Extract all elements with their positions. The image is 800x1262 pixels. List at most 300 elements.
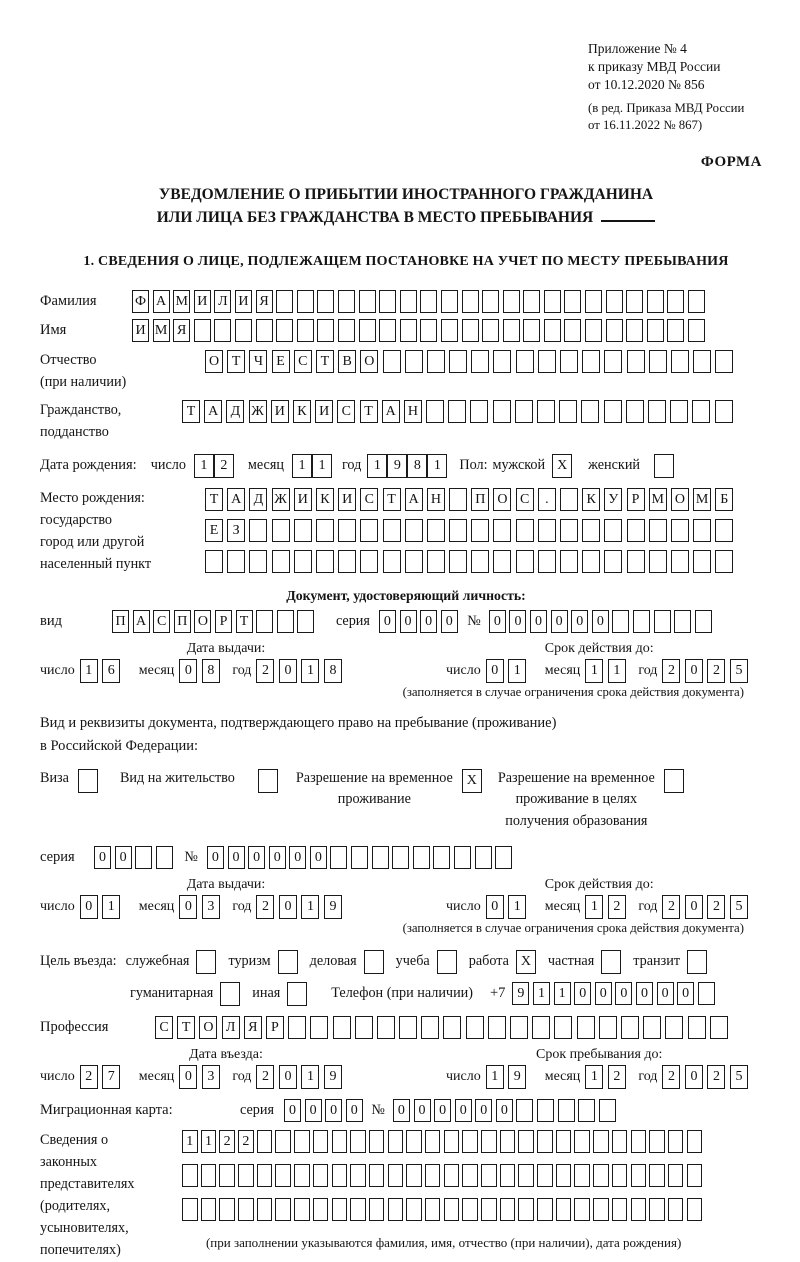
char-box <box>449 519 467 542</box>
char-box <box>585 319 602 342</box>
citizenship-label <box>40 400 182 444</box>
char-box: 0 <box>80 895 98 919</box>
char-box <box>462 290 479 313</box>
char-box: О <box>205 350 223 373</box>
char-box: Б <box>715 488 733 511</box>
char-box <box>693 350 711 373</box>
legal-reps-label-line: попечителях) <box>40 1241 121 1258</box>
birth-place-rows <box>205 488 738 581</box>
char-box <box>612 1130 628 1153</box>
char-box: 0 <box>289 846 306 869</box>
char-box: 5 <box>730 659 748 683</box>
char-box: 0 <box>657 982 674 1005</box>
char-box: 0 <box>346 1099 363 1122</box>
char-box <box>330 846 347 869</box>
citizenship-cells <box>182 400 737 423</box>
char-box <box>466 1016 484 1039</box>
char-box <box>444 1164 460 1187</box>
char-box <box>560 488 578 511</box>
char-box <box>664 769 684 793</box>
char-box <box>516 350 534 373</box>
char-box <box>560 550 578 573</box>
char-box <box>627 550 645 573</box>
char-box <box>256 610 273 633</box>
migration-card-row <box>40 1099 772 1122</box>
migration-card-label: Миграционная карта: <box>40 1101 173 1118</box>
char-box <box>388 1130 404 1153</box>
legal-reps-label-line: (родителях, <box>40 1197 111 1214</box>
char-box: 0 <box>284 1099 301 1122</box>
title-line-2-wrap <box>40 206 772 229</box>
residence-doc-intro <box>40 712 772 758</box>
month-label: месяц <box>138 898 175 914</box>
entry-month-cells <box>179 1065 224 1089</box>
char-box <box>537 400 555 423</box>
char-box <box>272 550 290 573</box>
char-box <box>481 1164 497 1187</box>
char-box: О <box>199 1016 217 1039</box>
char-box <box>582 550 600 573</box>
char-box <box>313 1130 329 1153</box>
temp-residence-checkbox <box>462 769 482 793</box>
char-box <box>406 1130 422 1153</box>
sex-female-label: женский <box>588 457 641 474</box>
label-line: проживание в целях <box>515 791 638 808</box>
issue-day-cells <box>80 659 125 683</box>
char-box <box>383 550 401 573</box>
char-box: Д <box>226 400 244 423</box>
char-box <box>556 1198 572 1221</box>
char-box: Т <box>383 488 401 511</box>
char-box: Ч <box>249 350 267 373</box>
char-box: Н <box>404 400 422 423</box>
char-box <box>674 610 691 633</box>
char-box <box>500 1130 516 1153</box>
char-box <box>333 1016 351 1039</box>
char-box: 0 <box>615 982 632 1005</box>
char-box <box>516 519 534 542</box>
char-box <box>537 1099 554 1122</box>
char-box <box>425 1130 441 1153</box>
char-box: А <box>227 488 245 511</box>
valid-until-group <box>446 877 752 919</box>
issue-year-cells <box>256 895 346 919</box>
issue-date-group <box>40 641 412 683</box>
char-box <box>599 1016 617 1039</box>
issue-date-heading: Дата выдачи: <box>186 640 266 656</box>
issue-year-cells <box>256 659 346 683</box>
char-box: 0 <box>636 982 653 1005</box>
char-box: 5 <box>730 1065 748 1089</box>
char-box: Ф <box>132 290 149 313</box>
char-box <box>544 290 561 313</box>
char-box <box>272 519 290 542</box>
char-box: С <box>516 488 534 511</box>
char-box <box>427 550 445 573</box>
char-box <box>482 319 499 342</box>
month-label: месяц <box>544 898 581 914</box>
char-box <box>360 519 378 542</box>
char-box <box>670 400 688 423</box>
char-box <box>359 319 376 342</box>
char-box <box>688 1016 706 1039</box>
stay-until-group <box>446 1047 752 1089</box>
day-label: число <box>40 1068 75 1084</box>
char-box: 1 <box>508 659 526 683</box>
char-box: И <box>294 488 312 511</box>
char-box <box>627 350 645 373</box>
char-box: 0 <box>551 610 568 633</box>
char-box <box>413 846 430 869</box>
char-box <box>604 519 622 542</box>
char-box <box>668 1198 684 1221</box>
char-box <box>351 846 368 869</box>
char-box: З <box>227 519 245 542</box>
option-temp-residence <box>296 768 482 811</box>
day-label: число <box>446 898 481 914</box>
char-box: 0 <box>509 610 526 633</box>
char-box <box>574 1198 590 1221</box>
surname-row <box>40 290 772 313</box>
char-box <box>649 1198 665 1221</box>
char-box <box>647 319 664 342</box>
char-box <box>437 950 457 974</box>
char-box: 0 <box>279 895 297 919</box>
birth-place-labels <box>40 488 205 576</box>
char-box <box>350 1130 366 1153</box>
char-box: 0 <box>434 1099 451 1122</box>
migration-series-cells <box>284 1099 366 1122</box>
birth-place-cells-row2 <box>205 519 738 542</box>
legal-reps-label-line: законных <box>40 1153 97 1170</box>
char-box: 9 <box>387 454 407 478</box>
valid-day-cells <box>486 895 531 919</box>
number-label: № <box>371 1101 385 1118</box>
purpose-other-label: иная <box>252 985 281 1002</box>
char-box: Р <box>215 610 232 633</box>
char-box: Н <box>427 488 445 511</box>
month-label: месяц <box>544 1068 581 1084</box>
char-box: 0 <box>420 610 437 633</box>
purpose-transit-checkbox <box>687 950 707 974</box>
valid-year-cells <box>662 895 752 919</box>
phone-cells <box>512 982 718 1005</box>
entry-day-cells <box>80 1065 125 1089</box>
day-label: число <box>446 662 481 678</box>
char-box <box>515 400 533 423</box>
char-box <box>287 982 307 1006</box>
char-box <box>574 1130 590 1153</box>
char-box <box>556 1164 572 1187</box>
char-box <box>715 400 733 423</box>
char-box <box>581 400 599 423</box>
char-box: 2 <box>707 659 725 683</box>
char-box <box>201 1198 217 1221</box>
char-box <box>443 1016 461 1039</box>
profession-label: Профессия <box>40 1018 109 1035</box>
char-box <box>510 1016 528 1039</box>
option-temp-residence-education <box>498 768 684 832</box>
given-name-cells <box>132 319 709 342</box>
series-label: серия <box>335 612 370 629</box>
char-box <box>449 550 467 573</box>
residence-intro-line1: Вид и реквизиты документа, подтверждающего право на пребывание (проживание) <box>40 714 557 731</box>
title-line-2: ИЛИ ЛИЦА БЕЗ ГРАЖДАНСТВА В МЕСТО ПРЕБЫВАНИЯ <box>156 209 594 227</box>
char-box <box>355 1016 373 1039</box>
char-box <box>332 1164 348 1187</box>
birth-place-block <box>40 488 772 581</box>
char-box <box>667 290 684 313</box>
char-box: Т <box>236 610 253 633</box>
issue-month-cells <box>179 659 224 683</box>
citizenship-row <box>40 400 772 444</box>
char-box <box>626 400 644 423</box>
validity-note: (заполняется в случае ограничения срока действия документа) <box>402 920 744 935</box>
valid-until-line <box>446 659 752 683</box>
char-box <box>392 846 409 869</box>
valid-year-cells <box>662 659 752 683</box>
given-name-row <box>40 319 772 342</box>
birth-date-label: Дата рождения: <box>40 457 137 474</box>
purpose-private-checkbox <box>601 950 621 974</box>
year-label: год <box>341 457 362 474</box>
char-box <box>338 319 355 342</box>
title-line-1: УВЕДОМЛЕНИЕ О ПРИБЫТИИ ИНОСТРАННОГО ГРАЖДАНИНА <box>158 186 654 204</box>
char-box <box>538 550 556 573</box>
option-visa <box>40 768 98 793</box>
char-box <box>481 1198 497 1221</box>
doc-series-cells <box>379 610 461 633</box>
char-box: 1 <box>201 1130 217 1153</box>
char-box <box>288 1016 306 1039</box>
char-box <box>297 610 314 633</box>
char-box <box>612 1164 628 1187</box>
residence-number-cells <box>207 846 516 869</box>
char-box: 0 <box>94 846 111 869</box>
char-box: 0 <box>414 1099 431 1122</box>
char-box <box>294 519 312 542</box>
birth-date-row <box>40 454 772 478</box>
char-box <box>219 1198 235 1221</box>
char-box: 2 <box>80 1065 98 1089</box>
char-box <box>462 1198 478 1221</box>
char-box: Е <box>205 519 223 542</box>
patronymic-label <box>40 350 205 394</box>
char-box: 2 <box>238 1130 254 1153</box>
char-box <box>621 1016 639 1039</box>
char-box: К <box>293 400 311 423</box>
char-box: А <box>405 488 423 511</box>
char-box <box>258 769 278 793</box>
char-box: 0 <box>310 846 327 869</box>
char-box <box>715 519 733 542</box>
char-box <box>649 1164 665 1187</box>
char-box: X <box>552 454 572 478</box>
appendix-line: от 10.12.2020 № 856 <box>588 77 705 93</box>
char-box <box>649 1130 665 1153</box>
legal-reps-label-line: усыновителях, <box>40 1219 129 1236</box>
char-box: 0 <box>486 895 504 919</box>
char-box <box>294 1198 310 1221</box>
char-box: Р <box>627 488 645 511</box>
patronymic-label-line: (при наличии) <box>40 373 127 390</box>
char-box <box>688 319 705 342</box>
char-box <box>493 550 511 573</box>
birth-place-label-line: Место рождения: <box>40 489 145 506</box>
char-box: 0 <box>279 1065 297 1089</box>
label-line: проживание <box>337 791 411 808</box>
char-box <box>377 1016 395 1039</box>
char-box <box>532 1016 550 1039</box>
purpose-tourism-checkbox <box>278 950 298 974</box>
char-box: 0 <box>475 1099 492 1122</box>
birth-place-label-line: населенный пункт <box>40 555 152 572</box>
char-box <box>471 519 489 542</box>
char-box: К <box>316 488 334 511</box>
label-line: получения образования <box>505 812 648 829</box>
char-box <box>294 1130 310 1153</box>
char-box: 1 <box>608 659 626 683</box>
char-box: Я <box>256 290 273 313</box>
char-box <box>687 1164 703 1187</box>
char-box: 3 <box>202 895 220 919</box>
char-box: 2 <box>707 1065 725 1089</box>
char-box <box>427 519 445 542</box>
char-box <box>201 1164 217 1187</box>
char-box: 0 <box>325 1099 342 1122</box>
surname-label: Фамилия <box>40 292 97 309</box>
char-box <box>454 846 471 869</box>
doc-kind-cells <box>112 610 318 633</box>
char-box: 2 <box>662 895 680 919</box>
char-box <box>654 454 674 478</box>
issue-date-heading: Дата выдачи: <box>186 876 266 892</box>
char-box <box>379 290 396 313</box>
char-box <box>275 1198 291 1221</box>
char-box: Т <box>316 350 334 373</box>
char-box: 0 <box>685 659 703 683</box>
char-box: 0 <box>179 1065 197 1089</box>
char-box: К <box>582 488 600 511</box>
doc-kind-label: вид <box>40 612 62 629</box>
birth-month-cells <box>292 454 332 478</box>
char-box: 1 <box>182 1130 198 1153</box>
legal-reps-note: (при заполнении указываются фамилия, имя, отчество (при наличии), дата рождения) <box>205 1234 682 1250</box>
profession-row <box>40 1016 772 1039</box>
char-box <box>538 519 556 542</box>
char-box <box>276 290 293 313</box>
char-box <box>317 290 334 313</box>
char-box: 0 <box>393 1099 410 1122</box>
char-box <box>182 1164 198 1187</box>
entry-date-heading: Дата въезда: <box>189 1046 263 1062</box>
char-box <box>537 1198 553 1221</box>
month-label: месяц <box>247 457 284 474</box>
char-box: 1 <box>102 895 120 919</box>
char-box <box>338 290 355 313</box>
char-box <box>364 950 384 974</box>
char-box: 0 <box>574 982 591 1005</box>
char-box: Т <box>360 400 378 423</box>
char-box: М <box>173 290 190 313</box>
char-box <box>667 319 684 342</box>
legal-reps-cells-row2 <box>182 1164 705 1187</box>
char-box: 1 <box>301 659 319 683</box>
char-box: 0 <box>379 610 396 633</box>
char-box: Л <box>222 1016 240 1039</box>
char-box: 6 <box>102 659 120 683</box>
char-box <box>350 1164 366 1187</box>
char-box <box>369 1164 385 1187</box>
char-box <box>332 1130 348 1153</box>
char-box: 1 <box>508 895 526 919</box>
char-box <box>359 290 376 313</box>
patronymic-row <box>40 350 772 394</box>
char-box: В <box>338 350 356 373</box>
char-box: 1 <box>301 1065 319 1089</box>
title-underline <box>601 207 655 223</box>
option-residence-permit-label: Вид на жительство <box>119 770 235 787</box>
char-box <box>400 290 417 313</box>
char-box: 0 <box>455 1099 472 1122</box>
surname-cells <box>132 290 709 313</box>
char-box <box>220 982 240 1006</box>
stay-until-line <box>446 1065 752 1089</box>
char-box: . <box>538 488 556 511</box>
char-box <box>444 1198 460 1221</box>
edition-block <box>588 100 772 135</box>
char-box <box>317 319 334 342</box>
char-box <box>493 519 511 542</box>
char-box <box>558 1099 575 1122</box>
char-box <box>441 319 458 342</box>
char-box: 1 <box>427 454 447 478</box>
identity-doc-heading: Документ, удостоверяющий личность: <box>286 587 526 603</box>
char-box <box>427 350 445 373</box>
char-box <box>633 610 650 633</box>
legal-reps-labels <box>40 1130 182 1262</box>
phone-label: Телефон (при наличии) <box>331 985 473 1002</box>
appendix-line: Приложение № 4 <box>588 41 687 56</box>
char-box <box>372 846 389 869</box>
purpose-business-checkbox <box>364 950 384 974</box>
char-box: 0 <box>530 610 547 633</box>
legal-reps-label-line: Сведения о <box>40 1131 109 1148</box>
char-box <box>313 1164 329 1187</box>
label-line: Разрешение на временное <box>497 770 655 787</box>
char-box: 0 <box>685 895 703 919</box>
char-box <box>601 950 621 974</box>
char-box <box>671 350 689 373</box>
char-box <box>219 1164 235 1187</box>
char-box <box>500 1164 516 1187</box>
char-box <box>297 290 314 313</box>
appendix-block <box>588 40 772 134</box>
char-box <box>482 290 499 313</box>
char-box <box>444 1130 460 1153</box>
phone-prefix: +7 <box>489 985 506 1002</box>
char-box: 7 <box>102 1065 120 1089</box>
char-box <box>687 1130 703 1153</box>
char-box: С <box>155 1016 173 1039</box>
char-box: И <box>194 290 211 313</box>
char-box: 3 <box>202 1065 220 1089</box>
char-box <box>688 290 705 313</box>
birth-place-label-line: город или другой <box>40 533 145 550</box>
char-box: 0 <box>496 1099 513 1122</box>
residence-intro-line2: в Российской Федерации: <box>40 737 199 754</box>
char-box: X <box>462 769 482 793</box>
